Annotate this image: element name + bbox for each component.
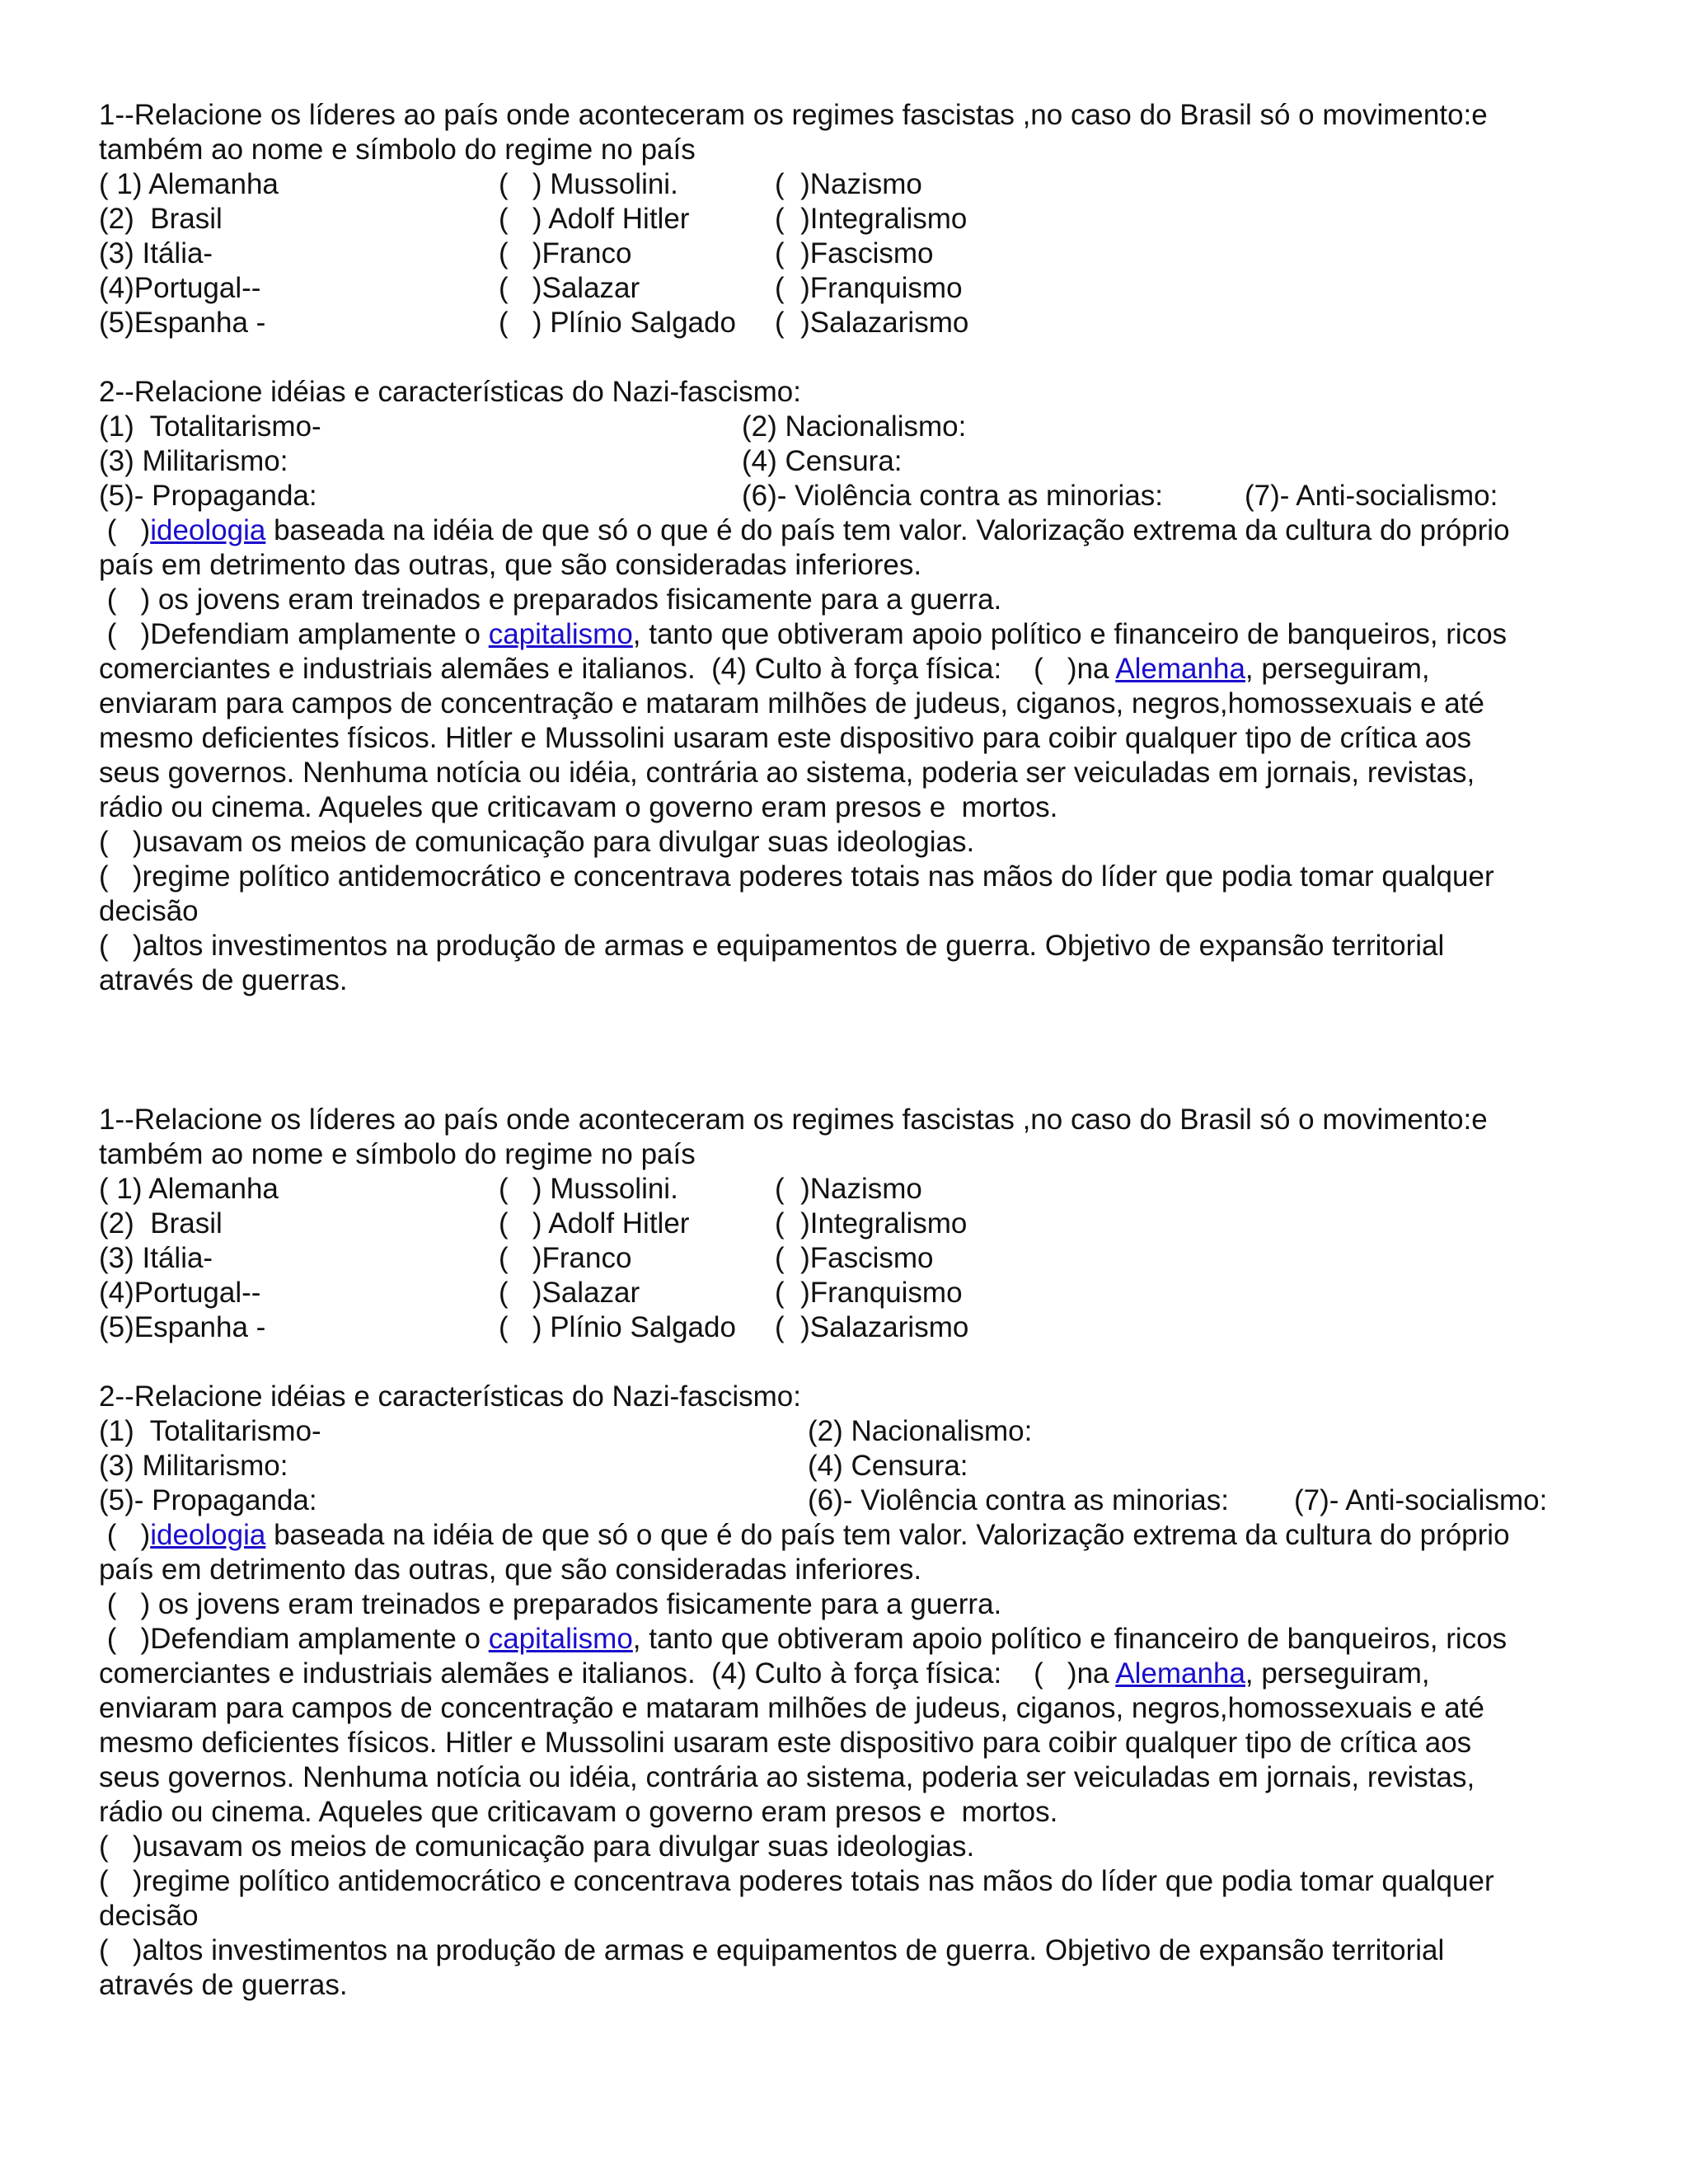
spacer [99,340,1599,375]
regime-blank[interactable]: ( )Nazismo [775,1173,922,1205]
country-option: (2) Brasil [99,1207,223,1240]
item-line: ( )regime político antidemocrático e concentrava poderes totais nas mãos do líder que podia tomar qualquer [99,860,1494,893]
item-line [99,652,1599,687]
leader-blank[interactable]: ( ) Plínio Salgado [499,1311,736,1343]
country-option: (3) Itália- [99,1242,213,1274]
item-line: ( ) os jovens eram treinados e preparados fisicamente para a guerra. [99,1588,1002,1620]
item-text: , perseguiram, [1245,1657,1430,1690]
item-line [99,1657,1599,1691]
item-line: ( )altos investimentos na produção de armas e equipamentos de guerra. Objetivo de expansão territorial [99,930,1445,962]
item-line [99,617,1599,652]
document-page [99,98,1599,2003]
capitalismo-link[interactable]: capitalismo [488,618,633,650]
item-text: ( )Defendiam amplamente o [99,618,489,650]
alemanha-link[interactable]: Alemanha [1115,653,1245,685]
spacer [99,1345,1599,1380]
item-line: seus governos. Nenhuma notícia ou idéia, contrária ao sistema, poderia ser veiculadas em jornais, revistas, [99,757,1475,789]
match-row [99,1207,1599,1241]
regime-blank[interactable]: ( )Integralismo [775,1207,968,1240]
options-row [99,479,1599,513]
match-row [99,202,1599,237]
option-totalitarismo: (1) Totalitarismo- [99,410,321,443]
capitalismo-link[interactable]: capitalismo [488,1623,633,1655]
item-line: decisão [99,895,199,927]
item-line: rádio ou cinema. Aqueles que criticavam o governo eram presos e mortos. [99,1796,1058,1828]
item-text: ( )Defendiam amplamente o [99,1623,489,1655]
item-line: decisão [99,1900,199,1932]
option-anti-socialismo: (7)- Anti-socialismo: [1294,1484,1548,1516]
country-option: ( 1) Alemanha [99,168,279,200]
country-option: (5)Espanha - [99,1311,266,1343]
leader-blank[interactable]: ( ) Mussolini. [499,1173,678,1205]
item-line: através de guerras. [99,964,348,996]
match-row [99,271,1599,306]
option-censura: (4) Censura: [808,1450,968,1482]
item-line: ( )usavam os meios de comunicação para divulgar suas ideologias. [99,1830,975,1863]
item-line: ( )altos investimentos na produção de armas e equipamentos de guerra. Objetivo de expansão territorial [99,1934,1445,1966]
match-row [99,1172,1599,1207]
question-1-title-line-2: também ao nome e símbolo do regime no país [99,134,696,166]
answer-blank[interactable]: ( ) [99,1519,151,1551]
leader-blank[interactable]: ( )Salazar [499,1277,640,1309]
exercise-block-2 [99,1103,1599,2003]
match-row [99,1276,1599,1310]
option-violencia: (6)- Violência contra as minorias: [808,1484,1229,1516]
leader-blank[interactable]: ( )Salazar [499,272,640,304]
question-1-title-line-1: 1--Relacione os líderes ao país onde aconteceram os regimes fascistas ,no caso do Brasil só o movimento:e [99,99,1488,131]
item-line: enviaram para campos de concentração e mataram milhões de judeus, ciganos, negros,homossexuais e até [99,1692,1484,1724]
item-line: seus governos. Nenhuma notícia ou idéia, contrária ao sistema, poderia ser veiculadas em jornais, revistas, [99,1761,1475,1793]
option-nacionalismo: (2) Nacionalismo: [808,1415,1033,1447]
option-propaganda: (5)- Propaganda: [99,480,317,512]
item-line: através de guerras. [99,1969,348,2001]
country-option: (5)Espanha - [99,307,266,339]
options-row [99,410,1599,444]
exercise-block-1 [99,98,1599,998]
regime-blank[interactable]: ( )Integralismo [775,203,968,235]
ideologia-link[interactable]: ideologia [150,1519,266,1551]
options-row [99,444,1599,479]
item-text: , tanto que obtiveram apoio político e financeiro de banqueiros, ricos [632,618,1507,650]
item-text: comerciantes e industriais alemães e italianos. (4) Culto à força física: ( )na [99,653,1116,685]
country-option: (3) Itália- [99,237,213,269]
item-line: rádio ou cinema. Aqueles que criticavam o governo eram presos e mortos. [99,791,1058,823]
question-1-title-line-1: 1--Relacione os líderes ao país onde aconteceram os regimes fascistas ,no caso do Brasil só o movimento:e [99,1104,1488,1136]
item-line: mesmo deficientes físicos. Hitler e Mussolini usaram este dispositivo para coibir qualquer tipo de crítica aos [99,1727,1472,1759]
match-row [99,306,1599,340]
regime-blank[interactable]: ( )Fascismo [775,237,934,269]
ideologia-link[interactable]: ideologia [150,514,266,546]
options-row [99,1414,1599,1449]
option-violencia: (6)- Violência contra as minorias: [742,480,1163,512]
item-text: , perseguiram, [1245,653,1430,685]
item-line [99,1518,1599,1553]
options-row [99,1449,1599,1483]
match-row [99,1241,1599,1276]
item-text: comerciantes e industriais alemães e italianos. (4) Culto à força física: ( )na [99,1657,1116,1690]
option-censura: (4) Censura: [742,445,903,477]
match-row [99,167,1599,202]
item-line: ( )usavam os meios de comunicação para divulgar suas ideologias. [99,826,975,858]
regime-blank[interactable]: ( )Salazarismo [775,307,969,339]
item-line [99,513,1599,548]
regime-blank[interactable]: ( )Nazismo [775,168,922,200]
leader-blank[interactable]: ( ) Adolf Hitler [499,203,690,235]
question-2-title: 2--Relacione idéias e características do Nazi-fascismo: [99,376,801,408]
alemanha-link[interactable]: Alemanha [1115,1657,1245,1690]
item-text: , tanto que obtiveram apoio político e financeiro de banqueiros, ricos [632,1623,1507,1655]
option-totalitarismo: (1) Totalitarismo- [99,1415,321,1447]
item-text: baseada na idéia de que só o que é do país tem valor. Valorização extrema da cultura do próprio [265,1519,1510,1551]
item-line: país em detrimento das outras, que são consideradas inferiores. [99,1554,922,1586]
question-1-title-line-2: também ao nome e símbolo do regime no país [99,1138,696,1170]
option-anti-socialismo: (7)- Anti-socialismo: [1245,480,1498,512]
regime-blank[interactable]: ( )Franquismo [775,272,963,304]
item-line: país em detrimento das outras, que são consideradas inferiores. [99,549,922,581]
option-nacionalismo: (2) Nacionalismo: [742,410,967,443]
regime-blank[interactable]: ( )Fascismo [775,1242,934,1274]
item-line: ( ) os jovens eram treinados e preparados fisicamente para a guerra. [99,583,1002,616]
options-row [99,1483,1599,1518]
country-option: (4)Portugal-- [99,272,261,304]
leader-blank[interactable]: ( ) Plínio Salgado [499,307,736,339]
item-text: baseada na idéia de que só o que é do país tem valor. Valorização extrema da cultura do próprio [265,514,1510,546]
country-option: (4)Portugal-- [99,1277,261,1309]
regime-blank[interactable]: ( )Franquismo [775,1277,963,1309]
country-option: ( 1) Alemanha [99,1173,279,1205]
leader-blank[interactable]: ( ) Mussolini. [499,168,678,200]
country-option: (2) Brasil [99,203,223,235]
leader-blank[interactable]: ( ) Adolf Hitler [499,1207,690,1240]
option-propaganda: (5)- Propaganda: [99,1484,317,1516]
question-2-title: 2--Relacione idéias e características do Nazi-fascismo: [99,1380,801,1413]
answer-blank[interactable]: ( ) [99,514,151,546]
item-line: enviaram para campos de concentração e mataram milhões de judeus, ciganos, negros,homossexuais e até [99,687,1484,719]
item-line: ( )regime político antidemocrático e concentrava poderes totais nas mãos do líder que podia tomar qualquer [99,1865,1494,1897]
match-row [99,1310,1599,1345]
option-militarismo: (3) Militarismo: [99,1450,288,1482]
match-row [99,237,1599,271]
item-line [99,1622,1599,1657]
item-line: mesmo deficientes físicos. Hitler e Mussolini usaram este dispositivo para coibir qualquer tipo de crítica aos [99,722,1472,754]
leader-blank[interactable]: ( )Franco [499,1242,632,1274]
leader-blank[interactable]: ( )Franco [499,237,632,269]
regime-blank[interactable]: ( )Salazarismo [775,1311,969,1343]
option-militarismo: (3) Militarismo: [99,445,288,477]
